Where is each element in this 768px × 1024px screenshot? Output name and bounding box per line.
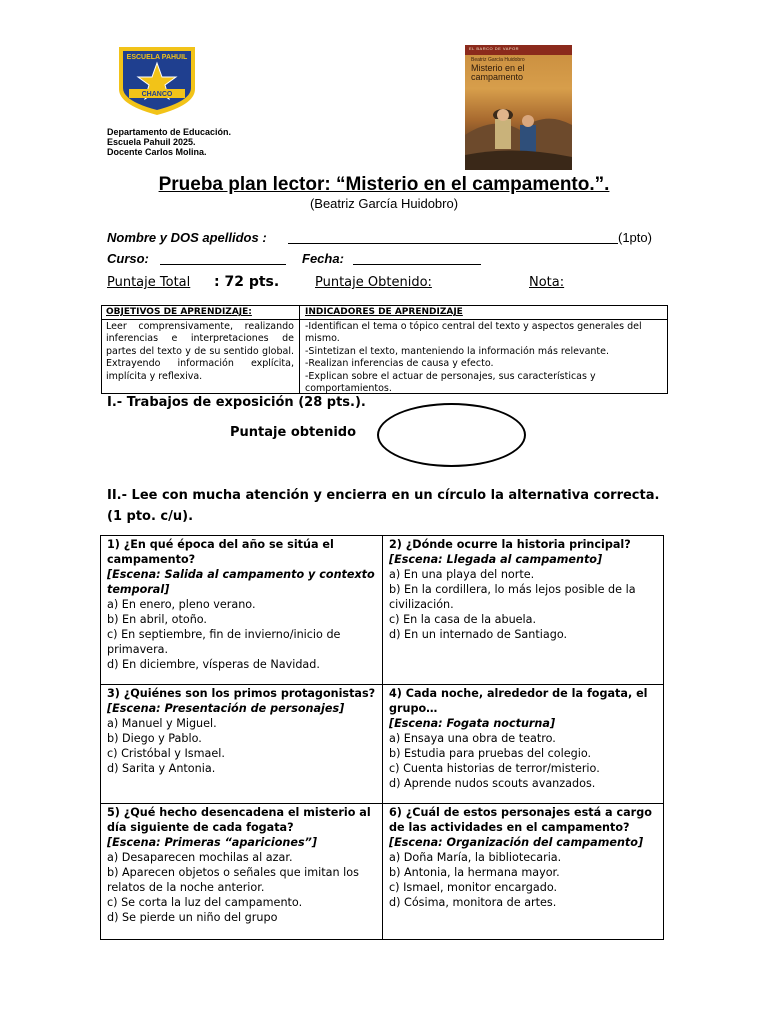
objectives-table bbox=[101, 305, 668, 394]
answer-option[interactable]: d) Se pierde un niño del grupo bbox=[107, 911, 278, 924]
answer-option[interactable]: d) Aprende nudos scouts avanzados. bbox=[389, 777, 596, 790]
section-2-title: II.- Lee con mucha atención y encierra en un círculo la alternativa correcta. (1 pto. c/u). bbox=[107, 488, 660, 524]
question-cell bbox=[107, 537, 379, 672]
indicator-item: -Sintetizan el texto, manteniendo la información más relevante. bbox=[305, 345, 610, 357]
name-field[interactable] bbox=[288, 243, 618, 244]
answer-option[interactable]: c) Cuenta historias de terror/misterio. bbox=[389, 762, 600, 775]
indicator-item: -Realizan inferencias de causa y efecto. bbox=[305, 358, 494, 370]
section-1-title: I.- Trabajos de exposición (28 pts.). bbox=[107, 395, 366, 410]
objective-text: Leer comprensivamente, realizando inferencias e interpretaciones de partes del texto y de su sentido global. Extrayendo información explícita, implícita y reflexiva. bbox=[106, 321, 294, 382]
name-points: (1pto) bbox=[618, 230, 652, 245]
question-cell bbox=[389, 805, 661, 910]
score-circle[interactable] bbox=[377, 403, 526, 467]
answer-option[interactable]: c) En la casa de la abuela. bbox=[389, 613, 537, 626]
date-field[interactable] bbox=[353, 264, 481, 265]
question-scene: [Escena: Organización del campamento] bbox=[389, 836, 644, 849]
department-info bbox=[107, 127, 231, 157]
answer-option[interactable]: c) Se corta la luz del campamento. bbox=[107, 896, 303, 909]
answer-option[interactable]: a) Ensaya una obra de teatro. bbox=[389, 732, 556, 745]
indicators-list bbox=[305, 321, 663, 395]
answer-option[interactable]: a) Doña María, la bibliotecaria. bbox=[389, 851, 562, 864]
question-scene: [Escena: Primeras “apariciones”] bbox=[107, 836, 317, 849]
question-text: 6) ¿Cuál de estos personajes está a cargo de las actividades en el campamento? bbox=[389, 806, 652, 834]
page-title: Prueba plan lector: “Misterio en el campamento.”. bbox=[158, 174, 610, 195]
course-label: Curso: bbox=[107, 251, 149, 266]
logo-top-text: ESCUELA PAHUIL bbox=[126, 54, 188, 61]
section-1-score-label: Puntaje obtenido bbox=[230, 425, 357, 440]
answer-option[interactable]: d) Sarita y Antonia. bbox=[107, 762, 216, 775]
teacher-line: Docente Carlos Molina. bbox=[107, 147, 207, 157]
question-text: 1) ¿En qué época del año se sitúa el campamento? bbox=[107, 538, 334, 566]
answer-option[interactable]: b) Diego y Pablo. bbox=[107, 732, 202, 745]
answer-option[interactable]: a) Desaparecen mochilas al azar. bbox=[107, 851, 293, 864]
answer-option[interactable]: a) Manuel y Miguel. bbox=[107, 717, 217, 730]
grade-label: Nota: bbox=[529, 275, 565, 290]
question-cell bbox=[107, 686, 379, 776]
course-field[interactable] bbox=[160, 264, 286, 265]
date-label: Fecha: bbox=[302, 251, 344, 266]
total-score-value: : 72 pts. bbox=[214, 274, 280, 290]
questions-table bbox=[100, 535, 664, 940]
answer-option[interactable]: b) En abril, otoño. bbox=[107, 613, 207, 626]
question-text: 3) ¿Quiénes son los primos protagonistas? bbox=[107, 687, 376, 700]
answer-option[interactable]: d) Cósima, monitora de artes. bbox=[389, 896, 557, 909]
question-cell bbox=[389, 537, 661, 642]
indicator-item: -Identifican el tema o tópico central del texto y aspectos generales del mismo. bbox=[305, 321, 642, 345]
answer-option[interactable]: b) Antonia, la hermana mayor. bbox=[389, 866, 560, 879]
book-cover-image: EL BARCO DE VAPOR Beatriz García Huidobro Misterio en el campamento bbox=[465, 45, 572, 170]
answer-option[interactable]: b) Estudia para pruebas del colegio. bbox=[389, 747, 592, 760]
indicator-item: -Explican sobre el actuar de personajes, sus características y comportamientos. bbox=[305, 370, 596, 395]
question-cell bbox=[389, 686, 661, 791]
obtained-score-label: Puntaje Obtenido: bbox=[315, 275, 432, 290]
name-label: Nombre y DOS apellidos : bbox=[107, 230, 267, 245]
question-cell bbox=[107, 805, 379, 925]
answer-option[interactable]: b) Aparecen objetos o señales que imitan los relatos de la noche anterior. bbox=[107, 866, 359, 894]
answer-option[interactable]: d) En diciembre, vísperas de Navidad. bbox=[107, 658, 320, 671]
logo-bottom-text: CHANCO bbox=[141, 91, 173, 98]
question-scene: [Escena: Llegada al campamento] bbox=[389, 553, 603, 566]
answer-option[interactable]: c) Ismael, monitor encargado. bbox=[389, 881, 558, 894]
answer-option[interactable]: c) En septiembre, fin de invierno/inicio de primavera. bbox=[107, 628, 341, 656]
question-scene: [Escena: Salida al campamento y contexto temporal] bbox=[107, 568, 375, 596]
total-score-label: Puntaje Total bbox=[107, 275, 191, 290]
answer-option[interactable]: c) Cristóbal y Ismael. bbox=[107, 747, 225, 760]
answer-option[interactable]: a) En una playa del norte. bbox=[389, 568, 535, 581]
question-text: 5) ¿Qué hecho desencadena el misterio al día siguiente de cada fogata? bbox=[107, 806, 371, 834]
answer-option[interactable]: a) En enero, pleno verano. bbox=[107, 598, 256, 611]
question-text: 2) ¿Dónde ocurre la historia principal? bbox=[389, 538, 631, 551]
objectives-header: OBJETIVOS DE APRENDIZAJE: bbox=[106, 307, 252, 317]
question-text: 4) Cada noche, alrededor de la fogata, el grupo… bbox=[389, 687, 648, 715]
cover-author: Beatriz García Huidobro bbox=[471, 57, 525, 63]
school-logo bbox=[117, 45, 197, 117]
page-subtitle: (Beatriz García Huidobro) bbox=[309, 196, 459, 211]
cover-title: Misterio en el campamento bbox=[471, 63, 525, 82]
department-line: Departamento de Educación. bbox=[107, 127, 232, 137]
question-scene: [Escena: Presentación de personajes] bbox=[107, 702, 345, 715]
answer-option[interactable]: d) En un internado de Santiago. bbox=[389, 628, 568, 641]
school-year-line: Escuela Pahuil 2025. bbox=[107, 137, 196, 147]
indicators-header: INDICADORES DE APRENDIZAJE bbox=[305, 307, 463, 317]
answer-option[interactable]: b) En la cordillera, lo más lejos posible de la civilización. bbox=[389, 583, 636, 611]
question-scene: [Escena: Fogata nocturna] bbox=[389, 717, 556, 730]
